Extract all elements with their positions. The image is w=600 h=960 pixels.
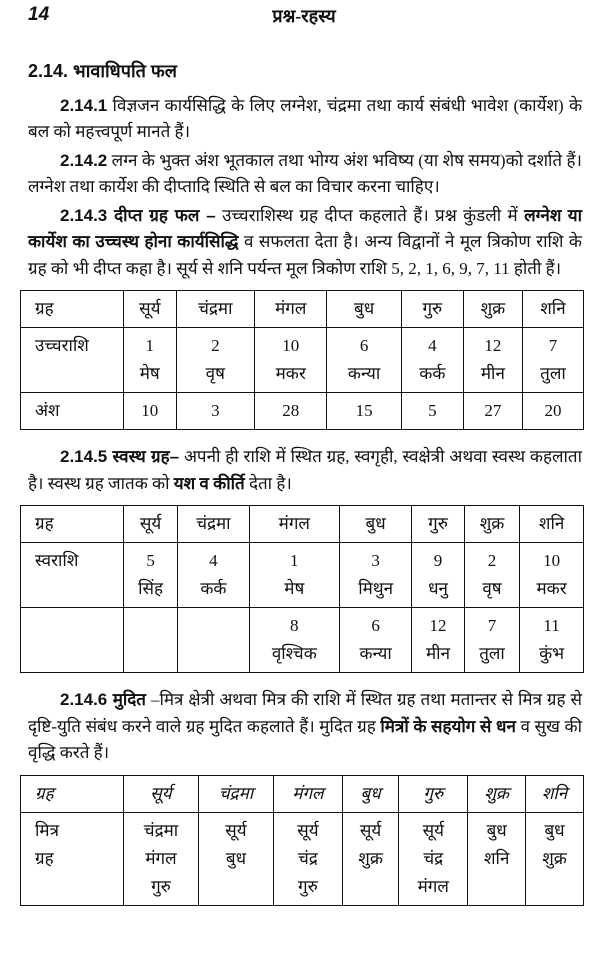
table-cell	[249, 608, 339, 673]
para-text: –मित्र क्षेत्री अथवा मित्र की राशि में स्थित ग्रह तथा मतान्तर से मित्र ग्रह से दृष्टि-युति संबंध करने वाले ग्रह मुदित कहलाते हैं। मुदित ग्रह	[28, 690, 582, 736]
table-cell	[176, 328, 255, 393]
cell-text: कर्क	[419, 364, 446, 383]
swarashi-table	[20, 505, 584, 673]
table-cell	[340, 608, 412, 673]
table-cell	[273, 812, 342, 905]
cell-text: बुध	[225, 848, 247, 868]
paragraph-2-14-6	[28, 687, 582, 767]
cell-text: मकर	[536, 579, 567, 598]
table-cell	[124, 328, 177, 393]
cell-text: 9	[433, 551, 443, 570]
cell-text: ग्रह	[35, 848, 54, 868]
table-cell: शुक्र	[468, 775, 526, 812]
cell-text: कन्या	[359, 644, 392, 663]
table-cell	[327, 328, 401, 393]
table-cell	[412, 608, 465, 673]
cell-text: मकर	[275, 364, 306, 383]
table-cell: गुरु	[401, 291, 463, 328]
cell-text: 11	[543, 616, 560, 635]
cell-text: शनि	[483, 848, 510, 868]
table-cell	[178, 543, 249, 608]
cell-text: 10	[543, 551, 561, 570]
table-cell: 20	[522, 393, 583, 430]
table-cell	[464, 608, 519, 673]
para-number: 2.14.2	[60, 150, 108, 170]
table-cell: 28	[255, 393, 327, 430]
cell-text: 12	[429, 616, 447, 635]
cell-text: बुध	[544, 820, 565, 840]
cell-text: धनु	[428, 579, 448, 598]
table-cell	[124, 812, 199, 905]
cell-text: चंद्र	[298, 848, 318, 868]
cell-text: वृष	[205, 364, 225, 383]
section-heading: 2.14. भावाधिपति फल	[28, 61, 177, 81]
cell-text: कन्या	[347, 364, 381, 383]
cell-text: बुध	[486, 820, 507, 840]
cell-text: 1	[145, 336, 155, 355]
cell-text: 4	[428, 336, 437, 355]
para-text: उच्चराशिस्थ ग्रह दीप्त कहलाते हैं। प्रश्न कुंडली में	[215, 205, 525, 225]
table-cell	[198, 812, 273, 905]
cell-text: शुक्र	[358, 848, 383, 868]
para-text: व सफलता देता है। अन्य विद्वानों ने मूल त्रिकोण राशि के ग्रह को भी दीप्त कहा है। सूर्य से शनि पर्यन्त मूल त्रिकोण राशि 5, 2, 1, 6, 9, 7, 11 होती हैं।	[28, 232, 582, 278]
cell-text: सूर्य	[422, 820, 444, 840]
table-cell	[340, 543, 412, 608]
cell-text: मीन	[426, 644, 451, 663]
table-row	[21, 775, 584, 812]
cell-text: सूर्य	[359, 820, 382, 840]
table-cell: 15	[327, 393, 401, 430]
table-cell: शनि	[520, 506, 584, 543]
table-cell: ग्रह	[21, 506, 124, 543]
table-cell	[401, 328, 463, 393]
table-cell: बुध	[342, 775, 398, 812]
page-header	[28, 4, 580, 34]
table-cell: ग्रह	[21, 291, 124, 328]
page-number: 14	[28, 4, 50, 25]
table-cell: शनि	[526, 775, 584, 812]
table-cell	[468, 812, 526, 905]
cell-text: शुक्र	[542, 848, 567, 868]
table-cell: गुरु	[399, 775, 468, 812]
table-cell	[255, 328, 327, 393]
cell-text: 8	[290, 616, 299, 635]
table-cell: बुध	[327, 291, 401, 328]
cell-text: कुंभ	[539, 644, 565, 663]
table-cell: चंद्रमा	[178, 506, 249, 543]
mitra-table	[20, 775, 584, 906]
cell-text: 2	[211, 336, 220, 355]
cell-text: मेष	[284, 579, 305, 598]
table-row	[21, 393, 584, 430]
paragraph-2-14-3	[28, 203, 582, 283]
table-cell: शनि	[522, 291, 583, 328]
table-cell: सूर्य	[124, 775, 199, 812]
table-cell: सूर्य	[124, 291, 177, 328]
cell-text: चंद्रमा	[143, 820, 179, 840]
table-cell: गुरु	[412, 506, 465, 543]
table-cell: उच्चराशि	[21, 328, 124, 393]
table-row	[21, 291, 584, 328]
cell-text: मंगल	[417, 876, 449, 896]
para-number: 2.14.1	[60, 95, 108, 115]
table-cell	[21, 812, 124, 905]
uchcha-table	[20, 290, 584, 430]
table-cell: मंगल	[273, 775, 342, 812]
table-cell: मंगल	[255, 291, 327, 328]
cell-text: सिंह	[138, 579, 164, 598]
paragraph-2-14-1	[28, 93, 582, 146]
para-number: 2.14.6 मुदित	[60, 690, 146, 709]
cell-text: तुला	[540, 364, 566, 383]
table-row	[21, 506, 584, 543]
table-cell: मंगल	[249, 506, 339, 543]
cell-text: गुरु	[298, 876, 318, 896]
cell-text: 5	[146, 551, 155, 570]
table-cell	[520, 543, 584, 608]
cell-text: वृष	[482, 579, 502, 598]
cell-text: 7	[548, 336, 558, 355]
table-cell: 27	[463, 393, 522, 430]
table-cell: सूर्य	[124, 506, 178, 543]
paragraph-2-14-2	[28, 148, 582, 201]
cell-text: सूर्य	[297, 820, 319, 840]
cell-text: 3	[371, 551, 380, 570]
paragraph-2-14-5	[28, 444, 582, 497]
para-text: व सुख की वृद्धि करते हैं।	[28, 716, 582, 762]
table-cell: अंश	[21, 393, 124, 430]
table-cell: बुध	[340, 506, 412, 543]
cell-text: 6	[371, 616, 380, 635]
cell-text: 6	[359, 336, 369, 355]
cell-text: 10	[282, 336, 300, 355]
para-text: अपनी ही राशि में स्थित ग्रह, स्वगृही, स्वक्षेत्री अथवा स्वस्थ कहलाता है। स्वस्थ ग्रह जातक को	[28, 447, 583, 493]
table-cell	[463, 328, 522, 393]
cell-text: गुरु	[151, 876, 171, 896]
table-cell: शुक्र	[464, 506, 519, 543]
para-number: 2.14.5 स्वस्थ ग्रह–	[60, 447, 180, 466]
table-cell: चंद्रमा	[176, 291, 255, 328]
table-cell	[522, 328, 583, 393]
cell-text: मेष	[139, 364, 160, 383]
cell-text: 7	[487, 616, 497, 635]
table-cell	[520, 608, 584, 673]
cell-text: 12	[484, 336, 502, 355]
cell-text: 2	[487, 551, 497, 570]
table-cell	[399, 812, 468, 905]
cell-text: कर्क	[200, 579, 227, 598]
cell-text: सूर्य	[225, 820, 247, 840]
cell-text: 4	[209, 551, 218, 570]
table-cell	[412, 543, 465, 608]
table-cell	[249, 543, 339, 608]
cell-text: मित्र	[35, 820, 59, 840]
table-row	[21, 608, 584, 673]
table-cell	[342, 812, 398, 905]
table-cell: स्वराशि	[21, 543, 124, 608]
table-row	[21, 812, 584, 905]
cell-text: वृश्चिक	[271, 644, 317, 663]
table-cell	[124, 543, 178, 608]
table-cell	[124, 608, 178, 673]
table-cell	[21, 608, 124, 673]
cell-text: मंगल	[145, 848, 177, 868]
table-cell: ग्रह	[21, 775, 124, 812]
running-title: प्रश्न-रहस्य	[272, 6, 336, 26]
table-cell	[464, 543, 519, 608]
cell-text: चंद्र	[423, 848, 444, 868]
table-cell: शुक्र	[463, 291, 522, 328]
para-text: विज्ञजन कार्यसिद्धि के लिए लग्नेश, चंद्रमा तथा कार्य संबंधी भावेश (कार्येश) के बल को महत्त्वपूर्ण मानते हैं।	[28, 95, 582, 141]
page-body	[28, 58, 582, 920]
para-text: देता है।	[244, 473, 292, 493]
para-number: 2.14.3 दीप्त ग्रह फल –	[60, 205, 216, 225]
table-cell	[526, 812, 584, 905]
cell-text: मीन	[480, 364, 505, 383]
table-cell: 5	[401, 393, 463, 430]
para-bold-text: लग्नेश या कार्येश का उच्चस्थ होना कार्यसिद्धि	[28, 205, 583, 251]
table-cell: चंद्रमा	[198, 775, 273, 812]
cell-text: 1	[290, 551, 299, 570]
table-cell: 10	[124, 393, 177, 430]
table-cell: 3	[176, 393, 255, 430]
table-row	[21, 543, 584, 608]
para-text: लग्न के भुक्त अंश भूतकाल तथा भोग्य अंश भविष्य (या शेष समय)को दर्शाते हैं। लग्नेश तथा कार्येश की दीप्तादि स्थिति से बल का विचार करना चाहिए।	[28, 150, 582, 196]
cell-text: मिथुन	[358, 579, 394, 598]
para-bold-text: यश व कीर्ति	[173, 473, 245, 493]
para-bold-text: मित्रों के सहयोग से धन	[380, 716, 516, 736]
table-row	[21, 328, 584, 393]
table-cell	[178, 608, 249, 673]
cell-text: तुला	[479, 644, 505, 663]
